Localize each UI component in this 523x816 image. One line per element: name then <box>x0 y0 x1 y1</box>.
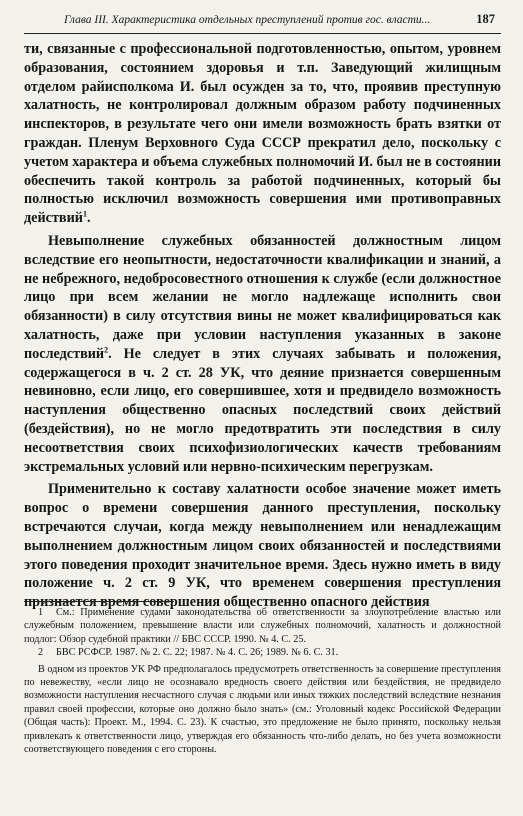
page-number: 187 <box>476 12 495 26</box>
main-text <box>24 40 501 612</box>
footnote-1-text: См.: Применение судами законодательства об ответственности за злоупотребление властью или служебным положением, превышение власти или служебных полномочий, халатность и должностной подлог: Обзор судебной практики // БВС СССР. 1990. № 4. С. 25. <box>24 607 501 645</box>
paragraph-2-text-a: Невыполнение служебных обязанностей должностным лицом вследствие его неопытности, недостаточности квалификации и знаний, а не небрежного, недобросовестного отношения к службе (если должностное лицо при всем желании не могло надлежаще исполнить свои обязанности) в силу отсутствия вины не может квалифицироваться как халатность, даже при условии наступления указанных в законе последствий <box>24 232 501 362</box>
footnote-2-text: БВС РСФСР. 1987. № 2. С. 22; 1987. № 4. С. 26; 1989. № 6. С. 31. <box>56 647 339 659</box>
footnote-rule <box>24 601 174 602</box>
footnote-2-mark: 2 <box>38 647 44 659</box>
running-header <box>24 12 501 30</box>
header-rule <box>24 33 501 34</box>
paragraph-1 <box>24 40 501 228</box>
paragraph-1-end: . <box>86 210 91 227</box>
chapter-title: Глава III. Характеристика отдельных преступлений против гос. власти... <box>64 14 431 26</box>
footnote-2-continuation: В одном из проектов УК РФ предполагалось предусмотреть ответственность за совершение преступления по невежеству, «если лицо не осознавало вредность своего действия или бездействия, не предвидело возможности наступления несчастного случая с людьми или иных тяжких последствий вследствие незнания правил своей профессии, которые оно должно было знать» (см.: Уголовный кодекс Российской Федерации (Общая часть): Проект. М., 1994. С. 23). К счастью, это предложение не было принято, поскольку нельзя привлекать к ответственности лицо, утверждая его обязанность что-либо делать, но без учета возможности соответствующего поведения с его стороны. <box>24 663 501 756</box>
footnote-1-mark: 1 <box>38 607 44 618</box>
paragraph-1-text: ти, связанные с профессиональной подготовленностью, опытом, уровнем образования, состоянием здоровья и т.п. Заведующий жилищным отделом райисполкома И. был осужден за то, что, проявив преступную халатность, не контролировал должным образом работу подчиненных инспекторов, в результате чего они имели возможность брать взятки от граждан. Пленум Верховного Суда СССР прекратил дело, поскольку с учетом характера и объема служебных полномочий И. был не в состоянии обеспечить такой контроль за работой подчиненных, который бы полностью исключил возможность совершения ими противоправных действий <box>24 41 501 227</box>
footnote-1 <box>24 606 501 646</box>
paragraph-2-text-b: . Не следует в этих случаях забывать и положения, содержащегося в ч. 2 ст. 28 УК, что деяние признается совершенным невиновно, если лицо, его совершившее, хотя и предвидело возможность наступления общественно опасных последствий своих действий (бездействия), но не могло предотвратить эти последствия в силу несоответствия своих психофизиологических качеств требованиям экстремальных условий или нервно-психическим перегрузкам. <box>24 345 501 475</box>
footnote-ref-2: 2 <box>104 345 109 355</box>
footnotes <box>24 606 501 756</box>
paragraph-3: Применительно к составу халатности особое значение может иметь вопрос о времени совершения данного преступления, поскольку встречаются случаи, когда между невыполнением или ненадлежащим выполнением должностным лицом своих обязанностей и последствиями этого поведения проходит значительное время. Здесь нужно иметь в виду положение ч. 2 ст. 9 УК, что временем совершения преступления признается время совершения общественно опасного действия <box>24 481 501 611</box>
paragraph-2 <box>24 232 501 476</box>
footnote-2 <box>24 646 501 659</box>
footnote-ref-1: 1 <box>82 209 87 219</box>
